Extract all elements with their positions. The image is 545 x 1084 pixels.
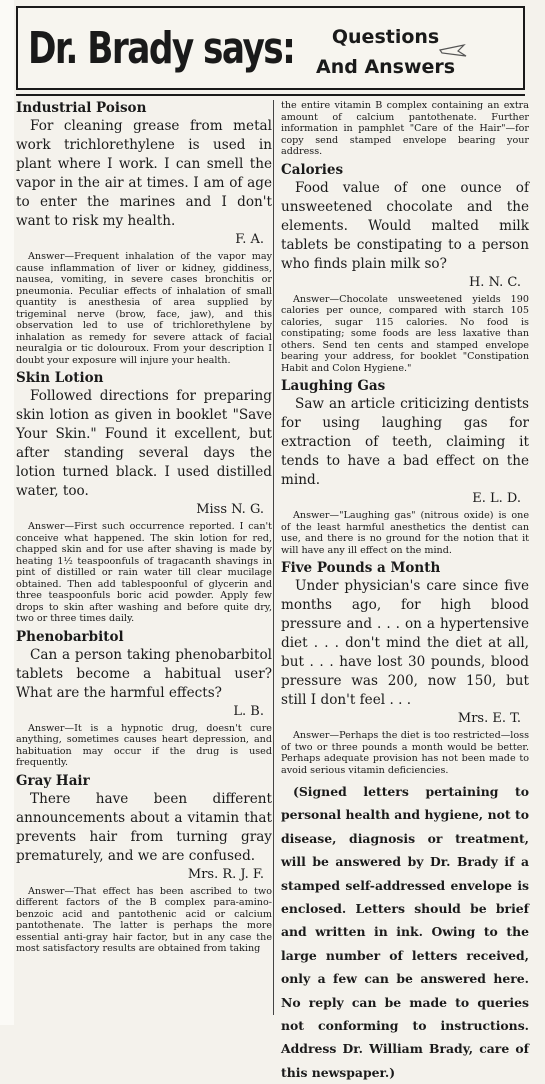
signature-gray-hair: Mrs. R. J. F. [187, 866, 264, 882]
answer-gray-hair-continued: the entire vitamin B complex containing an extra amount of calcium pantothenate. Further information in pamphlet "Care of the Hair"—for copy send stamped envelope bearing your address. [281, 100, 529, 157]
page-left-margin [0, 0, 14, 1025]
adjacent-column-edge [535, 0, 545, 1025]
section-title-phenobarbitol: Phenobarbitol [16, 628, 124, 645]
answer-phenobarbitol: Answer—It is a hypnotic drug, doesn't cure anything, sometimes causes heart depression, and habituation may occur if the drug is used frequently. [16, 722, 272, 768]
subtitle-line-1: Questions [331, 26, 440, 48]
answer-skin-lotion: Answer—First such occurrence reported. I can't conceive what happened. The skin lotion for red, chapped skin and for use after shaving is made by heating 1½ teaspoonfuls of tragacanth shavings in pint of distilled or rain water till clear mucilage obtained. Then add tablespoonful of glycerin and three teaspoonfuls boric acid powder. Apply few drops to skin after washing and before quite dry, two or three times daily. [16, 521, 272, 624]
column-divider [273, 100, 274, 1015]
question-skin-lotion: Followed directions for preparing skin lotion as given in booklet "Save Your Skin." Found it excellent, but after standing several days the lotion turned black. I used distilled water, too. [16, 388, 272, 499]
quill-pen-icon [438, 42, 468, 62]
question-industrial-poison: For cleaning grease from metal work trichlorethylene is used in plant where I work. I can smell the vapor in the air at times. I am of age to enter the marines and I don't want to risk my health. [16, 118, 272, 229]
answer-laughing-gas: Answer—"Laughing gas" (nitrous oxide) is one of the least harmful anesthetics the dentist can use, and there is no ground for the notion that it will have any ill effect on the mind. [281, 510, 529, 556]
question-laughing-gas: Saw an article criticizing dentists for using laughing gas for extraction of teeth, claiming it tends to have a bad effect on the mind. [281, 396, 529, 488]
answer-calories: Answer—Chocolate unsweetened yields 190 calories per ounce, compared with starch 105 calories, sugar 115 calories. No food is constipating; some foods are less laxative than others. Send ten cents and stamped envelope bearing your address, for booklet "Constipation Habit and Colon Hygiene." [281, 293, 529, 374]
column-header [16, 6, 525, 90]
subtitle-line-2: And Answers [316, 56, 456, 78]
column-title: Dr. Brady says: [28, 23, 295, 74]
header-rule [16, 94, 525, 96]
answer-industrial-poison: Answer—Frequent inhalation of the vapor may cause inflammation of liver or kidney, giddiness, nausea, vomiting, in severe cases bronchitis or pneumonia. Peculiar effects of inhalation of small quantity is anesthesia of area supplied by trigeminal nerve (brow, face, jaw), and this observation led to use of trichlorethylene by inhalation as remedy for severe attack of facial neuralgia or tic dolouroux. From your description I doubt your exposure will injure your health. [16, 251, 272, 366]
section-title-skin-lotion: Skin Lotion [16, 370, 104, 386]
section-title-calories: Calories [281, 161, 344, 178]
section-title-industrial-poison: Industrial Poison [16, 100, 147, 116]
signature-five-pounds: Mrs. E. T. [457, 711, 521, 726]
answer-five-pounds: Answer—Perhaps the diet is too restricted—loss of two or three pounds a month would be better. Perhaps adequate provision has not been made to avoid serious vitamin deficiencies. [281, 730, 529, 776]
signature-calories: H. N. C. [468, 274, 521, 290]
section-title-five-pounds: Five Pounds a Month [281, 560, 441, 576]
question-five-pounds: Under physician's care since five months ago, for high blood pressure and . . . on a hypertensive diet . . . don't mind the diet at all, but . . . have lost 30 pounds, blood pressure was 200, now 150, but still I don't feel . . . [281, 578, 529, 708]
signature-skin-lotion: Miss N. G. [196, 502, 264, 517]
editorial-note: (Signed letters pertaining to personal health and hygiene, not to disease, diagnosis or treatment, will be answered by Dr. Brady if a stamped self-addressed envelope is enclosed. Letters should be brief and written in ink. Owing to the large number of letters received, only a few can be answered here. No reply can be made to queries not conforming to instructions. Address Dr. William Brady, care of this newspaper.) [281, 784, 529, 1080]
question-gray-hair: There have been different announcements about a vitamin that prevents hair from turning gray prematurely, and we are confused. [16, 790, 272, 864]
column-subtitle [316, 22, 455, 82]
right-column [281, 100, 529, 1084]
section-title-gray-hair: Gray Hair [16, 772, 90, 789]
signature-phenobarbitol: L. B. [233, 703, 264, 719]
left-column [16, 100, 272, 959]
section-title-laughing-gas: Laughing Gas [281, 378, 386, 394]
signature-industrial-poison: F. A. [235, 232, 264, 247]
signature-laughing-gas: E. L. D. [472, 491, 521, 506]
question-phenobarbitol: Can a person taking phenobarbitol tablets become a habitual user? What are the harmful effects? [16, 646, 272, 701]
answer-gray-hair: Answer—That effect has been ascribed to two different factors of the B complex para-amino-benzoic acid and pantothenic acid or calcium pantothenate. The latter is perhaps the more essential anti-gray hair factor, but in any case the most satisfactory results are obtained from taking [16, 885, 272, 954]
question-calories: Food value of one ounce of unsweetened chocolate and the elements. Would malted milk tablets be constipating to a person who finds plain milk so? [281, 179, 529, 272]
